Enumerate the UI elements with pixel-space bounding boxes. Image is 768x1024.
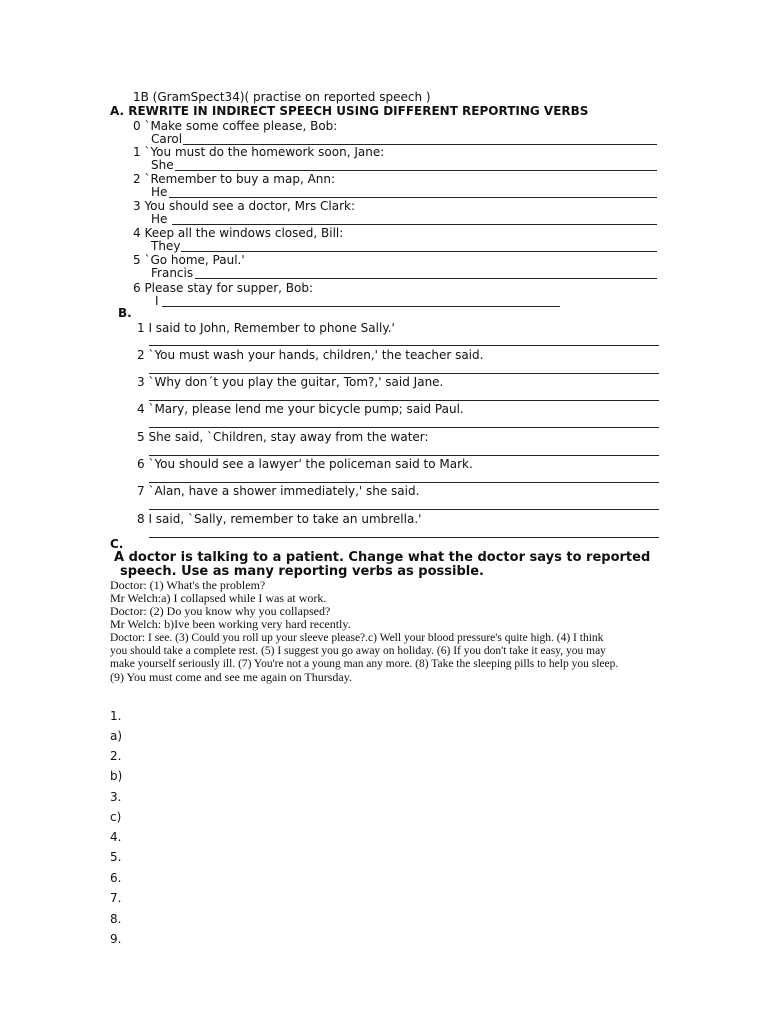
answer-label: a) (110, 729, 123, 743)
section-a-lead: They (151, 239, 181, 253)
section-a-lead: Francis (151, 266, 194, 280)
answer-line[interactable] (149, 345, 659, 346)
answer-line[interactable] (175, 170, 657, 171)
answer-line[interactable] (149, 427, 659, 428)
answer-line[interactable] (172, 224, 657, 225)
answer-label: 2. (110, 749, 122, 763)
section-b-title: B. (118, 306, 132, 320)
answer-label: 7. (110, 891, 122, 905)
section-b-item: 2 `You must wash your hands, children,' the teacher said. (137, 348, 484, 362)
dialogue-line: Doctor: I see. (3) Could you roll up your sleeve please?.c) Well your blood pressure's quite high. (4) I think (110, 632, 604, 644)
section-a-title: A. REWRITE IN INDIRECT SPEECH USING DIFFERENT REPORTING VERBS (110, 104, 589, 118)
section-b-item: 6 `You should see a lawyer' the policeman said to Mark. (137, 457, 473, 471)
section-c-title: C. (110, 537, 124, 551)
section-a-lead: She (151, 158, 174, 172)
section-a-prompt: 1 `You must do the homework soon, Jane: (133, 145, 385, 159)
section-a-lead: He (151, 185, 168, 199)
section-b-item: 8 I said, `Sally, remember to take an umbrella.' (137, 512, 422, 526)
section-a-lead: He (151, 212, 168, 226)
section-b-item: 5 She said, `Children, stay away from the water: (137, 430, 429, 444)
answer-label: 1. (110, 709, 122, 723)
worksheet-subtitle: 1B (GramSpect34)( practise on reported speech ) (133, 90, 431, 104)
section-a-lead: Carol (151, 132, 183, 146)
answer-label: c) (110, 810, 122, 824)
answer-line[interactable] (149, 509, 659, 510)
answer-line[interactable] (181, 251, 657, 252)
section-a-prompt: 6 Please stay for supper, Bob: (133, 281, 314, 295)
answer-label: 9. (110, 932, 122, 946)
answer-label: 3. (110, 790, 122, 804)
section-a-prompt: 4 Keep all the windows closed, Bill: (133, 226, 344, 240)
section-a-prompt: 5 `Go home, Paul.' (133, 253, 245, 267)
answer-line[interactable] (195, 278, 657, 279)
dialogue-line: (9) You must come and see me again on Thursday. (110, 670, 352, 684)
answer-label: 5. (110, 850, 122, 864)
section-b-item: 7 `Alan, have a shower immediately,' she said. (137, 484, 420, 498)
answer-label: 6. (110, 871, 122, 885)
answer-line[interactable] (149, 373, 659, 374)
answer-line[interactable] (149, 482, 659, 483)
dialogue-line: Mr Welch: b)Ive been working very hard recently. (110, 617, 351, 631)
section-a-prompt: 2 `Remember to buy a map, Ann: (133, 172, 336, 186)
dialogue-line: Mr Welch:a) I collapsed while I was at work. (110, 591, 327, 605)
section-a-lead: I (155, 294, 159, 308)
answer-label: 8. (110, 912, 122, 926)
answer-line[interactable] (149, 400, 659, 401)
section-c-instruction: A doctor is talking to a patient. Change what the doctor says to reported (114, 550, 651, 565)
answer-line[interactable] (149, 455, 659, 456)
section-a-prompt: 0 `Make some coffee please, Bob: (133, 119, 338, 133)
answer-line[interactable] (162, 306, 560, 307)
dialogue-line: Doctor: (1) What's the problem? (110, 578, 266, 592)
section-b-item: 4 `Mary, please lend me your bicycle pump; said Paul. (137, 402, 464, 416)
section-c-instruction: speech. Use as many reporting verbs as possible. (120, 564, 484, 579)
section-a-prompt: 3 You should see a doctor, Mrs Clark: (133, 199, 356, 213)
answer-line[interactable] (169, 197, 657, 198)
dialogue-line: you should take a complete rest. (5) I suggest you go away on holiday. (6) If you don't take it easy, you may (110, 645, 606, 657)
dialogue-line: Doctor: (2) Do you know why you collapsed? (110, 604, 331, 618)
answer-label: 4. (110, 830, 122, 844)
answer-label: b) (110, 769, 123, 783)
answer-line[interactable] (149, 537, 659, 538)
dialogue-line: make yourself seriously ill. (7) You're not a young man any more. (8) Take the sleeping pills to help you sleep. (110, 658, 619, 670)
section-b-item: 1 I said to John, Remember to phone Sally.' (137, 321, 395, 335)
section-b-item: 3 `Why don´t you play the guitar, Tom?,' said Jane. (137, 375, 444, 389)
